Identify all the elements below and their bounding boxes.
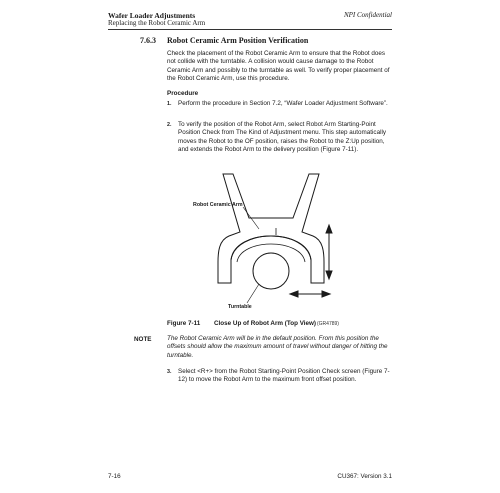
step-2-number: 2.	[167, 122, 172, 128]
arm-inner-arc	[231, 236, 311, 260]
figure-caption-title: Close Up of Robot Arm (Top View)	[214, 320, 317, 327]
turntable-circle	[253, 253, 289, 289]
vertical-arrow-up-icon	[326, 225, 332, 233]
section-title: Robot Ceramic Arm Position Verification	[167, 36, 309, 45]
vertical-arrow-down-icon	[326, 271, 332, 279]
figure-caption-number: Figure 7-11	[167, 320, 201, 327]
label-robot-ceramic-arm: Robot Ceramic Arm	[193, 202, 243, 208]
robot-arm-figure	[185, 170, 365, 312]
intro-paragraph: Check the placement of the Robot Ceramic Arm to ensure that the Robot does not collide with the turntable. A collision would cause damage to the Robot Ceramic Arm and possibly to the turntable as well. To verify proper placement of the Robot Ceramic Arm, use this procedure.	[167, 50, 390, 82]
note-label: NOTE	[134, 336, 152, 343]
step-3-text: Select <R+> from the Robot Starting-Point Position Check screen (Figure 7-12) to move the Robot Arm to the maximum front offset position.	[178, 368, 390, 384]
step-3-number: 3.	[167, 369, 172, 375]
turntable-label-leader	[247, 284, 259, 303]
step-1-number: 1.	[167, 101, 172, 107]
robot-ceramic-arm-shape	[218, 174, 324, 283]
step-1-text: Perform the procedure in Section 7.2, “Wafer Loader Adjustment Software”.	[178, 100, 388, 107]
note-text: The Robot Ceramic Arm will be in the default position. From this position the offsets should allow the maximum amount of travel without danger of hitting the turntable.	[167, 335, 388, 359]
header-rule	[108, 29, 392, 30]
step-2-text: To verify the position of the Robot Arm, select Robot Arm Starting-Point Position Check from The Kind of Adjustment menu. This step automatically moves the Robot to the OF position, raises the Robot to the Z:Up position, and extends the Robot Arm to the delivery position (Figure 7-11).	[178, 121, 387, 153]
header-section: Replacing the Robot Ceramic Arm	[108, 19, 206, 27]
procedure-heading: Procedure	[167, 90, 199, 97]
section-number: 7.6.3	[140, 36, 156, 45]
horizontal-arrow-left-icon	[290, 291, 298, 297]
label-turntable: Turntable	[228, 304, 252, 310]
footer-page-number: 7-16	[108, 473, 121, 480]
header-confidential: NPI Confidential	[343, 11, 392, 19]
footer-document-version: CU367: Version 3.1	[337, 473, 392, 480]
header-chapter: Wafer Loader Adjustments	[108, 11, 196, 20]
horizontal-arrow-right-icon	[322, 291, 330, 297]
figure-caption-code: (GR4789)	[317, 321, 339, 327]
